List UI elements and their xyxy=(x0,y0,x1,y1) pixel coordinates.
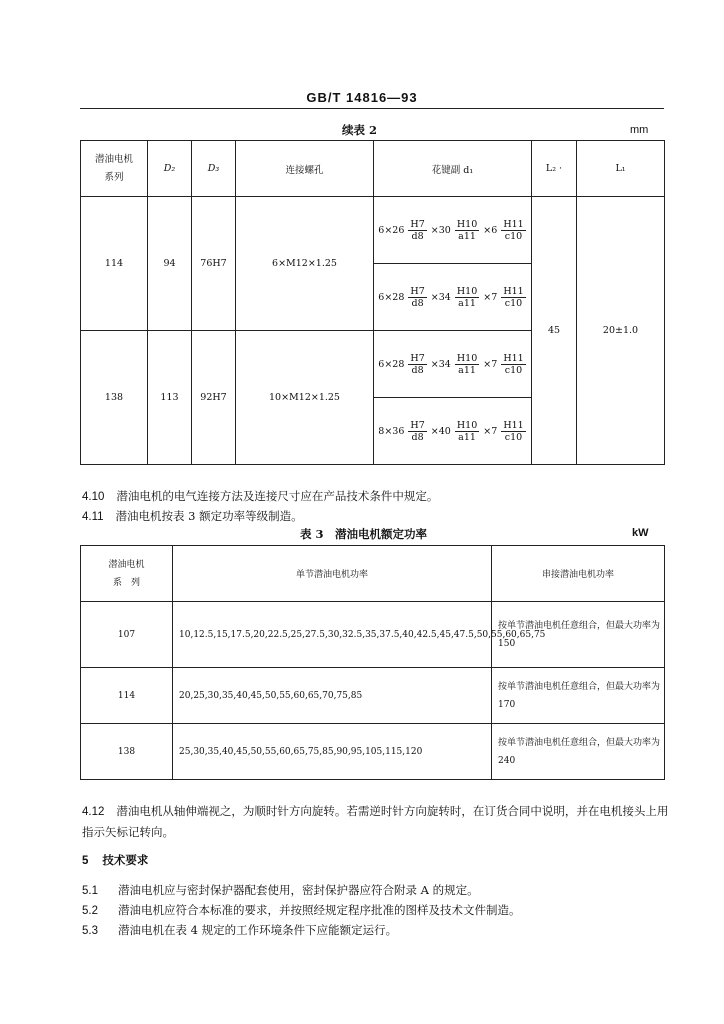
table2-series-cell: 138 xyxy=(81,331,148,465)
table2-hole-cell: 10×M12×1.25 xyxy=(236,331,374,465)
table2-l2-cell: 45 xyxy=(532,197,577,465)
table3 xyxy=(80,545,665,780)
table2-header-spline: 花键副 d₁ xyxy=(374,141,532,197)
table3-header-series: 潜油电机系 列 xyxy=(81,546,173,602)
table3-header-row xyxy=(81,546,665,602)
clause-text: 潜油电机按表 3 额定功率等级制造。 xyxy=(115,509,303,523)
clause-number: 4.12 xyxy=(82,806,105,818)
fraction-h10-a11: $\frac{H10}{a11}$ xyxy=(456,218,478,242)
clause-text: 潜油电机应与密封保护器配套使用，密封保护器应符合附录 A 的规定。 xyxy=(118,883,479,897)
table3-single-cell: 10,12.5,15,17.5,20,22.5,25,27.5,30,32.5,35,37.5,40,42.5,45,47.5,50,55,60,65,75 xyxy=(173,602,492,668)
table3-header-single: 单节潜油电机功率 xyxy=(173,546,492,602)
table3-single-cell: 25,30,35,40,45,50,55,60,65,75,85,90,95,105,115,120 xyxy=(173,724,492,780)
clause-number: 5.3 xyxy=(82,925,98,937)
table3-unit: kW xyxy=(632,527,649,539)
spline-a: 30 xyxy=(438,224,451,236)
table3-caption: 表 3 潜油电机额定功率 xyxy=(300,527,428,541)
table2-d2-cell: 113 xyxy=(148,331,192,465)
clause-5-1 xyxy=(82,880,672,901)
section-5-heading xyxy=(82,850,672,871)
spline-cell: 8×36 $\frac{H7}{d8}$ ×40 $\frac{H10}{a11}$ ×7 $\frac{H11}{c10}$ xyxy=(374,398,532,465)
table3-series-cell: 114 xyxy=(81,668,173,724)
table2-header-series: 潜油电机系列 xyxy=(81,141,148,197)
table-row xyxy=(81,668,665,724)
clause-number: 5.1 xyxy=(82,885,98,897)
clause-4-11 xyxy=(82,506,672,527)
table3-single-cell: 20,25,30,35,40,45,50,55,60,65,70,75,85 xyxy=(173,668,492,724)
clause-number: 4.10 xyxy=(82,491,105,503)
clause-5-2 xyxy=(82,900,672,921)
section-title: 技术要求 xyxy=(102,853,149,867)
table3-series-cell: 107 xyxy=(81,602,173,668)
table2-header-row xyxy=(81,141,665,197)
clause-text: 潜油电机在表 4 规定的工作环境条件下应能额定运行。 xyxy=(118,923,398,937)
table3-header-series-power: 串接潜油电机功率 xyxy=(492,546,665,602)
section-number: 5 xyxy=(82,855,89,867)
table2-hole-cell: 6×M12×1.25 xyxy=(236,197,374,331)
table2-d3-cell: 76H7 xyxy=(192,197,236,331)
table2-l1-cell: 20±1.0 xyxy=(577,197,665,465)
table3-combo-cell: 按单节潜油电机任意组合，但最大功率为 150 xyxy=(492,602,665,668)
clause-number: 4.11 xyxy=(82,511,104,523)
table2-header-l1: L₁ xyxy=(577,141,665,197)
spline-prefix: 6×26 xyxy=(378,224,405,236)
clause-text: 潜油电机的电气连接方法及连接尺寸应在产品技术条件中规定。 xyxy=(116,489,439,503)
table2-d3-cell: 92H7 xyxy=(192,331,236,465)
table2-unit: mm xyxy=(630,124,649,136)
standard-number: GB/T 14816—93 xyxy=(306,90,418,105)
fraction-h11-c10: $\frac{H11}{c10}$ xyxy=(503,218,524,242)
spline-b: 6 xyxy=(491,224,498,236)
clause-5-3 xyxy=(82,920,672,941)
clause-4-12 xyxy=(82,801,672,842)
clause-text: 潜油电机应符合本标准的要求，并按照经规定程序批准的图样及技术文件制造。 xyxy=(118,903,521,917)
table2 xyxy=(80,140,665,465)
table2-series-cell: 114 xyxy=(81,197,148,331)
fraction-h7-d8: $\frac{H7}{d8}$ xyxy=(410,218,425,242)
spline-cell: 6×26 $\frac{H7}{d8}$ ×30 $\frac{H10}{a11}$ ×6 $\frac{H11}{c10}$ xyxy=(374,197,532,264)
table2-caption: 续表 2 xyxy=(342,123,378,137)
table2-header-hole: 连接螺孔 xyxy=(236,141,374,197)
spline-cell: 6×28 $\frac{H7}{d8}$ ×34 $\frac{H10}{a11}$ ×7 $\frac{H11}{c10}$ xyxy=(374,331,532,398)
table2-header-l2: L₂ · xyxy=(532,141,577,197)
table-row xyxy=(81,602,665,668)
table2-header-d3: D₃ xyxy=(192,141,236,197)
spline-cell: 6×28 $\frac{H7}{d8}$ ×34 $\frac{H10}{a11}$ ×7 $\frac{H11}{c10}$ xyxy=(374,264,532,331)
table2-header-d2: D₂ xyxy=(148,141,192,197)
clause-text: 潜油电机从轴伸端视之，为顺时针方向旋转。若需逆时针方向旋转时，在订货合同中说明，并在电机接头上用指示矢标记转向。 xyxy=(82,804,669,839)
clause-4-10 xyxy=(82,486,672,507)
table-row xyxy=(81,724,665,780)
table2-d2-cell: 94 xyxy=(148,197,192,331)
clause-number: 5.2 xyxy=(82,905,98,917)
header-rule xyxy=(80,108,664,109)
table3-series-cell: 138 xyxy=(81,724,173,780)
table-row xyxy=(81,197,665,264)
table3-combo-cell: 按单节潜油电机任意组合，但最大功率为 240 xyxy=(492,724,665,780)
table3-combo-cell: 按单节潜油电机任意组合，但最大功率为 170 xyxy=(492,668,665,724)
